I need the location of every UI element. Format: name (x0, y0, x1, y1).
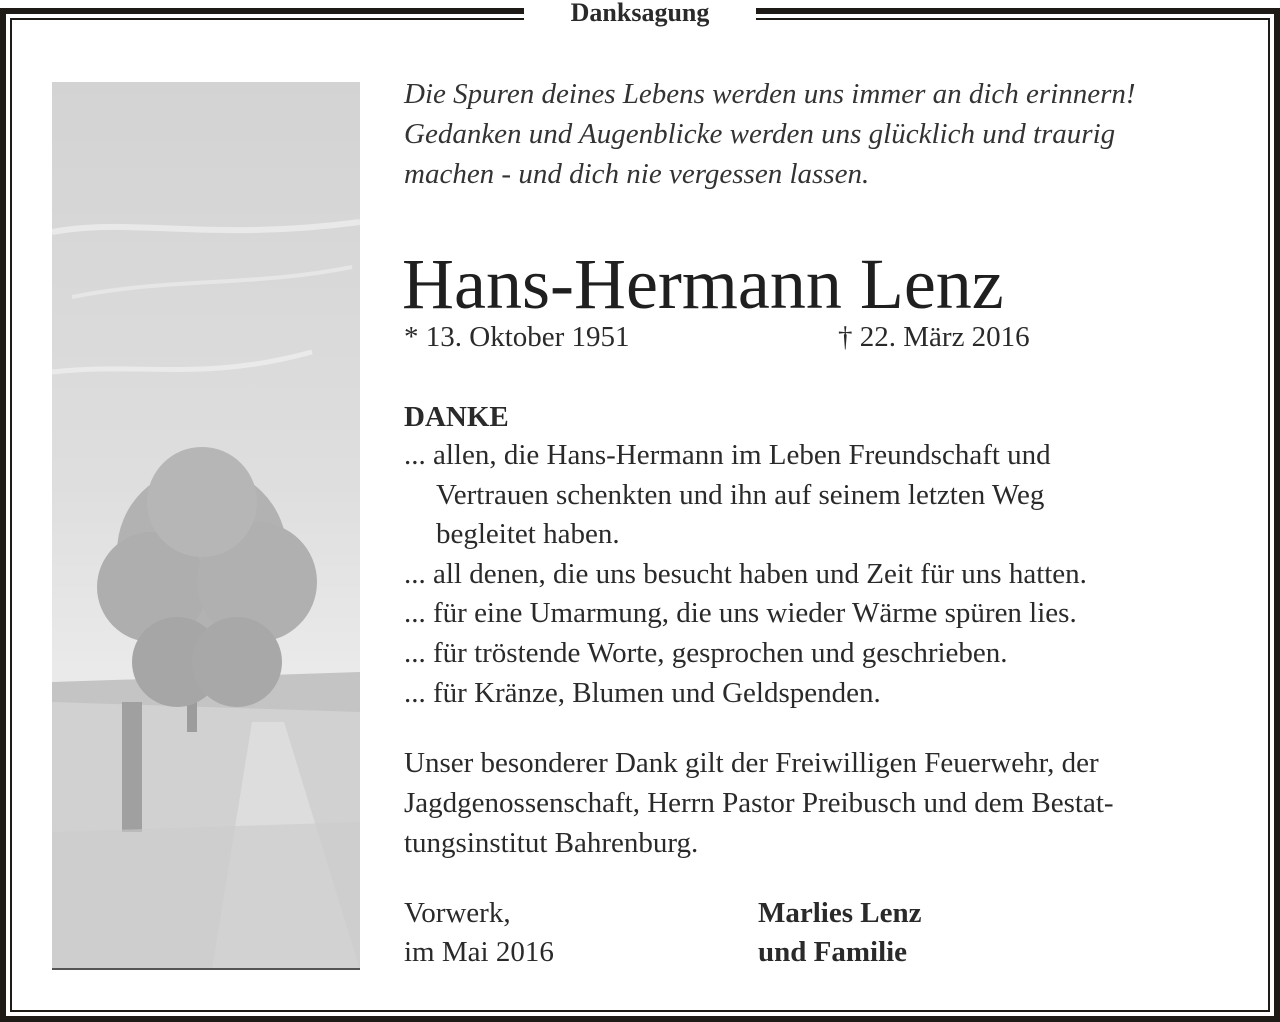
signers (758, 894, 921, 972)
signer-family: und Familie (758, 936, 908, 968)
verse-line: machen - und dich nie vergessen lassen. (404, 158, 870, 190)
thanks-line: ... all denen, die uns besucht haben und Zeit für uns hatten. (404, 557, 1087, 590)
special-thanks-line: Jagdgenossenschaft, Herrn Pastor Preibusch und dem Bestat- (404, 787, 1114, 819)
special-thanks-line: tungsinstitut Bahrenburg. (404, 827, 699, 859)
death-date: † 22. März 2016 (838, 321, 1030, 353)
thanks-heading: DANKE (404, 401, 509, 433)
place: Vorwerk, (404, 897, 511, 929)
thanks-list (404, 436, 1264, 713)
thanks-line: ... für tröstende Worte, gesprochen und geschrieben. (404, 636, 1008, 669)
thanks-line: ... für eine Umarmung, die uns wieder Wärme spüren lies. (404, 597, 1077, 630)
signer-name: Marlies Lenz (758, 897, 922, 929)
verse-line: Die Spuren deines Lebens werden uns immer an dich erinnern! (404, 78, 1136, 110)
memorial-verse (404, 74, 1254, 194)
thanks-line: ... allen, die Hans-Hermann im Leben Freundschaft und (404, 439, 1051, 471)
deceased-name: Hans-Hermann Lenz (402, 244, 1004, 324)
landscape-tree-photo (52, 82, 360, 970)
place-and-date (404, 894, 554, 972)
thanks-line: ... für Kränze, Blumen und Geldspenden. (404, 676, 881, 709)
birth-date: * 13. Oktober 1951 (404, 321, 630, 353)
special-thanks (404, 743, 1264, 863)
date: im Mai 2016 (404, 936, 554, 968)
thanks-line: begleitet haben. (436, 518, 620, 551)
header-title: Danksagung (524, 0, 756, 28)
verse-line: Gedanken und Augenblicke werden uns glücklich und traurig (404, 118, 1116, 150)
special-thanks-line: Unser besonderer Dank gilt der Freiwilligen Feuerwehr, der (404, 747, 1099, 779)
thanks-line: Vertrauen schenkten und ihn auf seinem letzten Weg (436, 478, 1045, 511)
